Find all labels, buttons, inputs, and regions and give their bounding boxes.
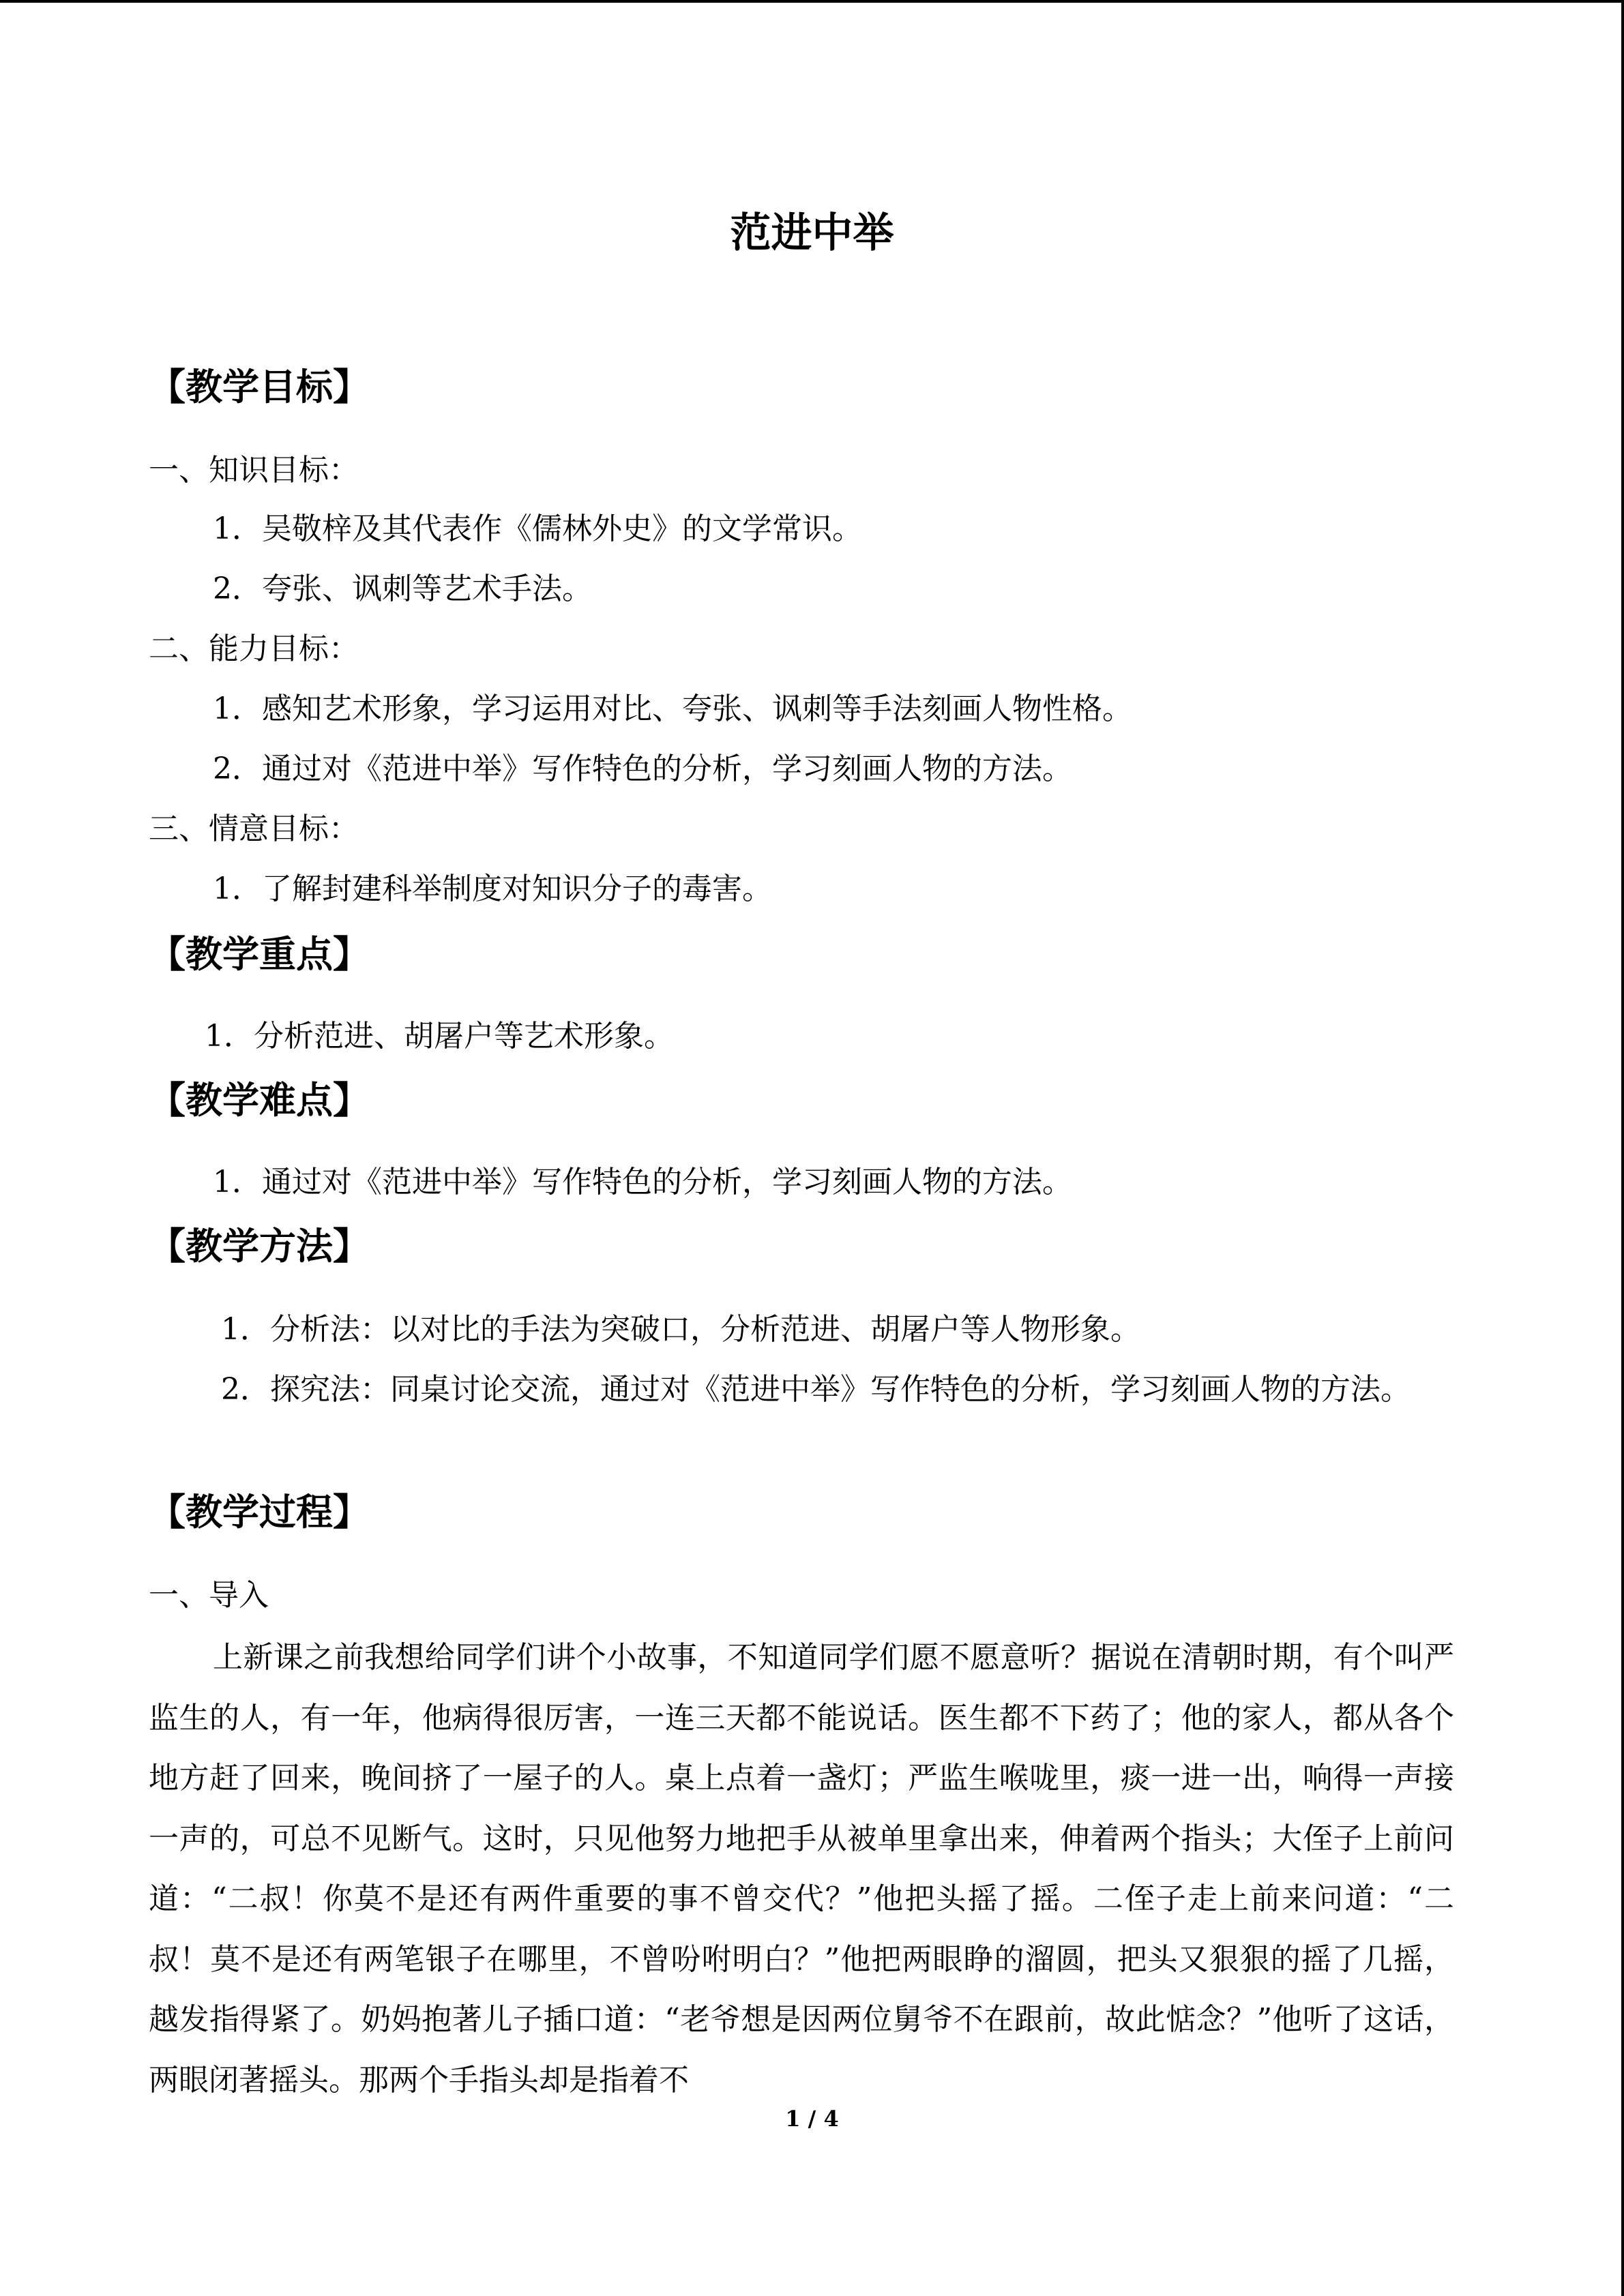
process-intro: 一、导入 [149, 1578, 269, 1613]
objective-knowledge-item-2: 2．夸张、讽刺等艺术手法。 [213, 571, 592, 606]
heading-methods: 【教学方法】 [149, 1224, 370, 1268]
objective-knowledge: 一、知识目标： [149, 453, 359, 488]
heading-difficulties: 【教学难点】 [149, 1078, 370, 1122]
difficulty-item-1: 1．通过对《范进中举》写作特色的分析，学习刻画人物的方法。 [213, 1165, 1072, 1199]
objective-ability-item-1: 1．感知艺术形象，学习运用对比、夸张、讽刺等手法刻画人物性格。 [213, 691, 1132, 726]
process-paragraph: 上新课之前我想给同学们讲个小故事，不知道同学们愿不愿意听？据说在清朝时期，有个叫严监生的人，有一年，他病得很厉害，一连三天都不能说话。医生都不下药了；他的家人，都从各个地方赶了回来，晚间挤了一屋子的人。桌上点着一盏灯；严监生喉咙里，痰一进一出，响得一声接一声的，可总不见断气。这时，只见他努力地把手从被单里拿出来，伸着两个指头；大侄子上前问道：“二叔！你莫不是还有两件重要的事不曾交代？”他把头摇了摇。二侄子走上前来问道：“二叔！莫不是还有两笔银子在哪里，不曾吩咐明白？”他把两眼睁的溜圆，把头又狠狠的摇了几摇，越发指得紧了。奶妈抱著儿子插口道：“老爷想是因两位舅爷不在跟前，故此惦念？”他听了这话，两眼闭著摇头。那两个手指头却是指着不 [149, 1640, 1454, 2098]
page-number: 1 / 4 [785, 2106, 839, 2132]
objective-emotion-item-1: 1．了解封建科举制度对知识分子的毒害。 [213, 871, 772, 906]
method-item-1: 1．分析法：以对比的手法为突破口，分析范进、胡屠户等人物形象。 [221, 1312, 1140, 1347]
page-title: 范进中举 [730, 209, 894, 257]
objective-ability-item-2: 2．通过对《范进中举》写作特色的分析，学习刻画人物的方法。 [213, 751, 1072, 786]
heading-process: 【教学过程】 [149, 1490, 370, 1534]
objective-emotion: 三、情意目标： [149, 811, 359, 846]
page-border-top [0, 0, 1624, 3]
heading-key-points: 【教学重点】 [149, 932, 370, 976]
objective-knowledge-item-1: 1．吴敬梓及其代表作《儒林外史》的文学常识。 [213, 511, 862, 546]
heading-objectives: 【教学目标】 [149, 365, 370, 408]
objective-ability: 二、能力目标： [149, 631, 359, 666]
page-border-right [1621, 0, 1624, 2296]
method-item-2: 2．探究法：同桌讨论交流，通过对《范进中举》写作特色的分析，学习刻画人物的方法。 [221, 1372, 1411, 1407]
key-point-item-1: 1．分析范进、胡屠户等艺术形象。 [205, 1019, 674, 1054]
